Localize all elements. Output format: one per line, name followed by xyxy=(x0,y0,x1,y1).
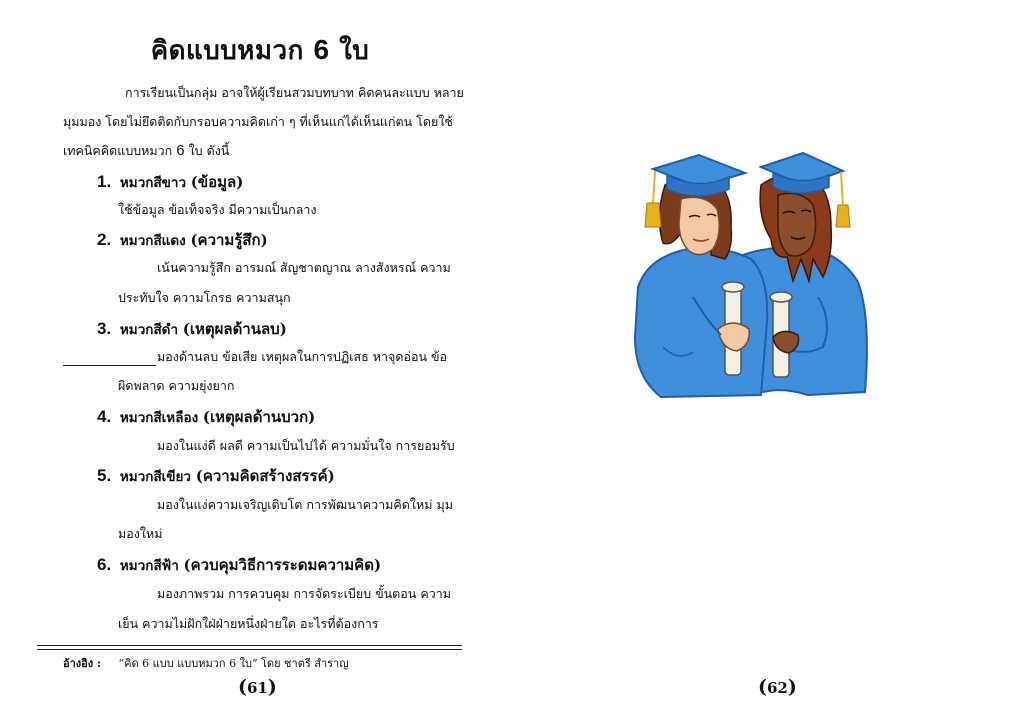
reference: อ้างอิง : “คิด 6 แบบ แบบหมวก 6 ใบ” โดย ชาตรี สำราญ xyxy=(63,657,349,670)
hat-6-heading: 6. หมวกสีฟ้า (ควบคุมวิธีการระดมความคิด) xyxy=(97,555,382,574)
page-number-right: (62) xyxy=(758,676,797,698)
hat-1-heading: 1. หมวกสีขาว (ข้อมูล) xyxy=(97,172,244,191)
hat-5-desc-line-2: มองใหม่ xyxy=(118,526,163,541)
hat-4-desc: มองในแง่ดี ผลดี ความเป็นไปได้ ความมั่นใจ การยอมรับ xyxy=(157,438,455,453)
hat-4-heading: 4. หมวกสีเหลือง (เหตุผลด้านบวก) xyxy=(97,407,316,426)
intro-line-3: เทคนิคคิดแบบหมวก 6 ใบ ดังนี้ xyxy=(63,142,230,159)
graduate-left xyxy=(635,155,767,397)
hat-5-desc-line-1: มองในแง่ความเจริญเติบโต การพัฒนาความคิดใหม่ มุม xyxy=(157,497,453,512)
hat-3-heading: 3. หมวกสีดำ (เหตุผลด้านลบ) xyxy=(97,319,287,338)
hat-3-desc-line-1: มองด้านลบ ข้อเสีย เหตุผลในการปฏิเสธ หาจุดอ่อน ข้อ xyxy=(157,349,448,364)
page-number-left: (61) xyxy=(238,676,277,698)
graduates-illustration xyxy=(633,147,873,402)
hat-6-desc-line-2: เย็น ความไม่ฝักใฝ่ฝ่ายหนึ่งฝ่ายใด อะไรที่ต้องการ xyxy=(118,616,379,631)
left-page xyxy=(0,0,511,708)
hat-3-desc-line-2: ผิดพลาด ความยุ่งยาก xyxy=(118,378,235,393)
hat-2-desc-line-2: ประทับใจ ความโกรธ ความสนุก xyxy=(118,290,291,305)
page-title: คิดแบบหมวก 6 ใบ xyxy=(150,34,370,66)
right-page xyxy=(511,0,1023,708)
divider xyxy=(37,649,462,650)
hat-5-heading: 5. หมวกสีเขียว (ความคิดสร้างสรรค์) xyxy=(97,466,335,485)
intro-line-1: การเรียนเป็นกลุ่ม อาจให้ผู้เรียนสวมบทบาท คิดคนละแบบ หลาย xyxy=(125,85,464,100)
hat-6-desc-line-1: มองภาพรวม การควบคุม การจัดระเบียบ ขั้นตอน ความ xyxy=(157,586,451,601)
divider xyxy=(37,645,462,646)
hat-2-heading: 2. หมวกสีแดง (ความรู้สึก) xyxy=(97,230,268,249)
hat-2-desc-line-1: เน้นความรู้สึก อารมณ์ สัญชาตญาณ ลางสังหรณ์ ความ xyxy=(157,260,451,275)
intro-line-2: มุมมอง โดยไม่ยึดติดกับกรอบความคิดเก่า ๆ ที่เห็นแก่ได้เห็นแก่ตน โดยใช้ xyxy=(63,114,453,129)
hat-1-desc: ใช้ข้อมูล ข้อเท็จจริง มีความเป็นกลาง xyxy=(118,202,317,217)
blank-underline xyxy=(63,365,156,366)
